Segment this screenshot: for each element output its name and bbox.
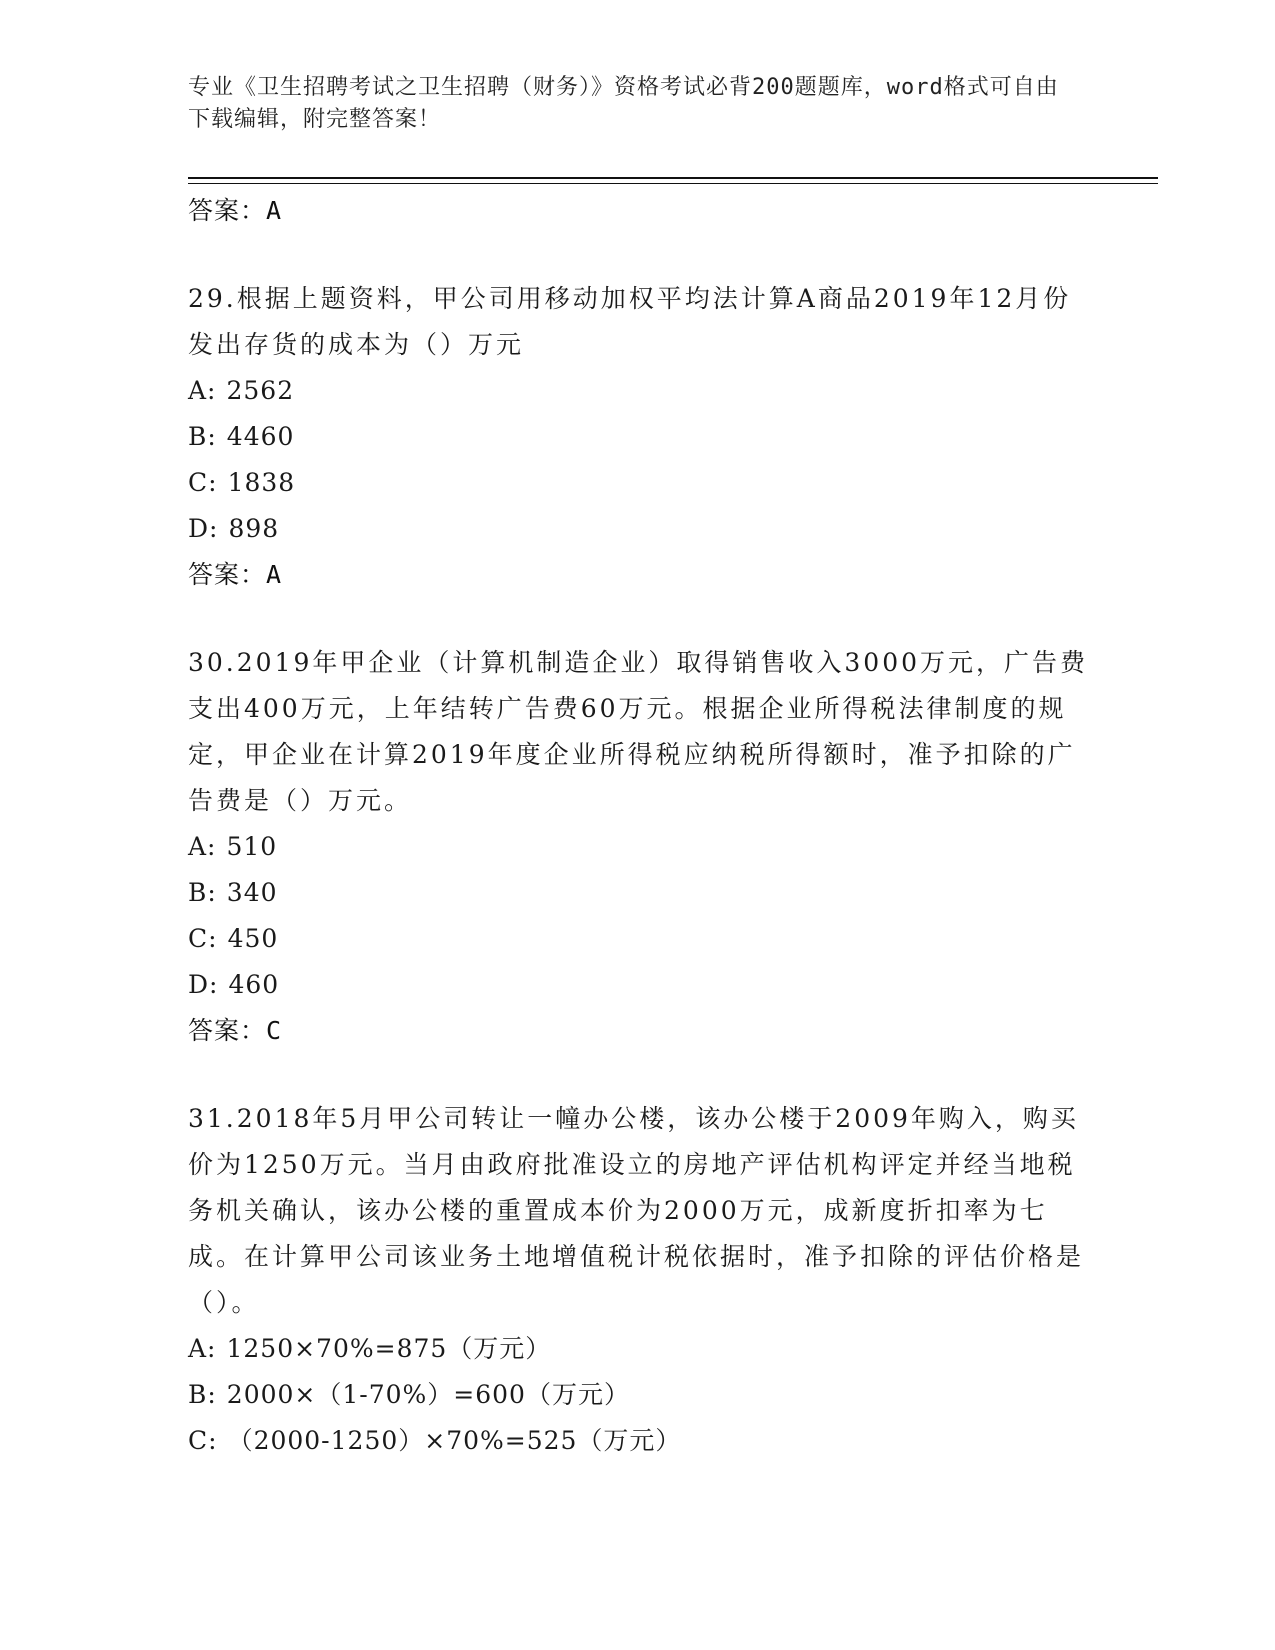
document-body xyxy=(188,188,1088,1464)
option-b xyxy=(188,414,1088,460)
option-value: 4460 xyxy=(226,422,295,451)
option-key: A: xyxy=(188,832,217,861)
option-key: C: xyxy=(188,468,218,497)
option-value: 2000×（1-70%）=600（万元） xyxy=(226,1380,630,1409)
question-31 xyxy=(188,1096,1088,1464)
option-a xyxy=(188,368,1088,414)
option-value: 450 xyxy=(227,924,279,953)
option-a xyxy=(188,1326,1088,1372)
question-29 xyxy=(188,276,1088,598)
option-value: 2562 xyxy=(226,376,295,405)
question-30 xyxy=(188,640,1088,1054)
option-key: C: xyxy=(188,924,218,953)
option-value: 898 xyxy=(228,514,280,543)
option-key: A: xyxy=(188,1334,217,1363)
header-divider-thin xyxy=(188,183,1158,184)
page-header: 专业《卫生招聘考试之卫生招聘（财务）》资格考试必背200题题库，word格式可自由下载编辑，附完整答案！ xyxy=(188,75,1059,132)
question-text: 31.2018年5月甲公司转让一幢办公楼，该办公楼于2009年购入，购买价为1250万元。当月由政府批准设立的房地产评估机构评定并经当地税务机关确认，该办公楼的重置成本价为2000万元，成新度折扣率为七成。在计算甲公司该业务土地增值税计税依据时，准予扣除的评估价格是（）。 xyxy=(188,1104,1085,1317)
question-text: 30.2019年甲企业（计算机制造企业）取得销售收入3000万元，广告费支出400万元，上年结转广告费60万元。根据企业所得税法律制度的规定，甲企业在计算2019年度企业所得税应纳税所得额时，准予扣除的广告费是（）万元。 xyxy=(188,648,1089,815)
option-c xyxy=(188,916,1088,962)
answer-line: 答案：C xyxy=(188,1016,283,1045)
option-d xyxy=(188,506,1088,552)
header-divider-thick xyxy=(188,177,1158,179)
option-c xyxy=(188,460,1088,506)
option-c xyxy=(188,1418,1088,1464)
option-value: 1838 xyxy=(227,468,296,497)
option-key: B: xyxy=(188,1380,217,1409)
option-a xyxy=(188,824,1088,870)
option-key: C: xyxy=(188,1426,218,1455)
option-key: A: xyxy=(188,376,217,405)
option-d xyxy=(188,962,1088,1008)
option-key: D: xyxy=(188,514,219,543)
option-b xyxy=(188,1372,1088,1418)
option-b xyxy=(188,870,1088,916)
option-value: 460 xyxy=(228,970,280,999)
option-value: （2000-1250）×70%=525（万元） xyxy=(227,1426,682,1455)
option-value: 340 xyxy=(226,878,278,907)
option-value: 1250×70%=875（万元） xyxy=(226,1334,552,1363)
option-key: D: xyxy=(188,970,219,999)
option-value: 510 xyxy=(226,832,278,861)
option-key: B: xyxy=(188,878,217,907)
option-key: B: xyxy=(188,422,217,451)
answer-line: 答案：A xyxy=(188,560,283,589)
answer-line: 答案：A xyxy=(188,196,283,225)
question-text: 29.根据上题资料，甲公司用移动加权平均法计算A商品2019年12月份发出存货的成本为（）万元 xyxy=(188,284,1072,359)
